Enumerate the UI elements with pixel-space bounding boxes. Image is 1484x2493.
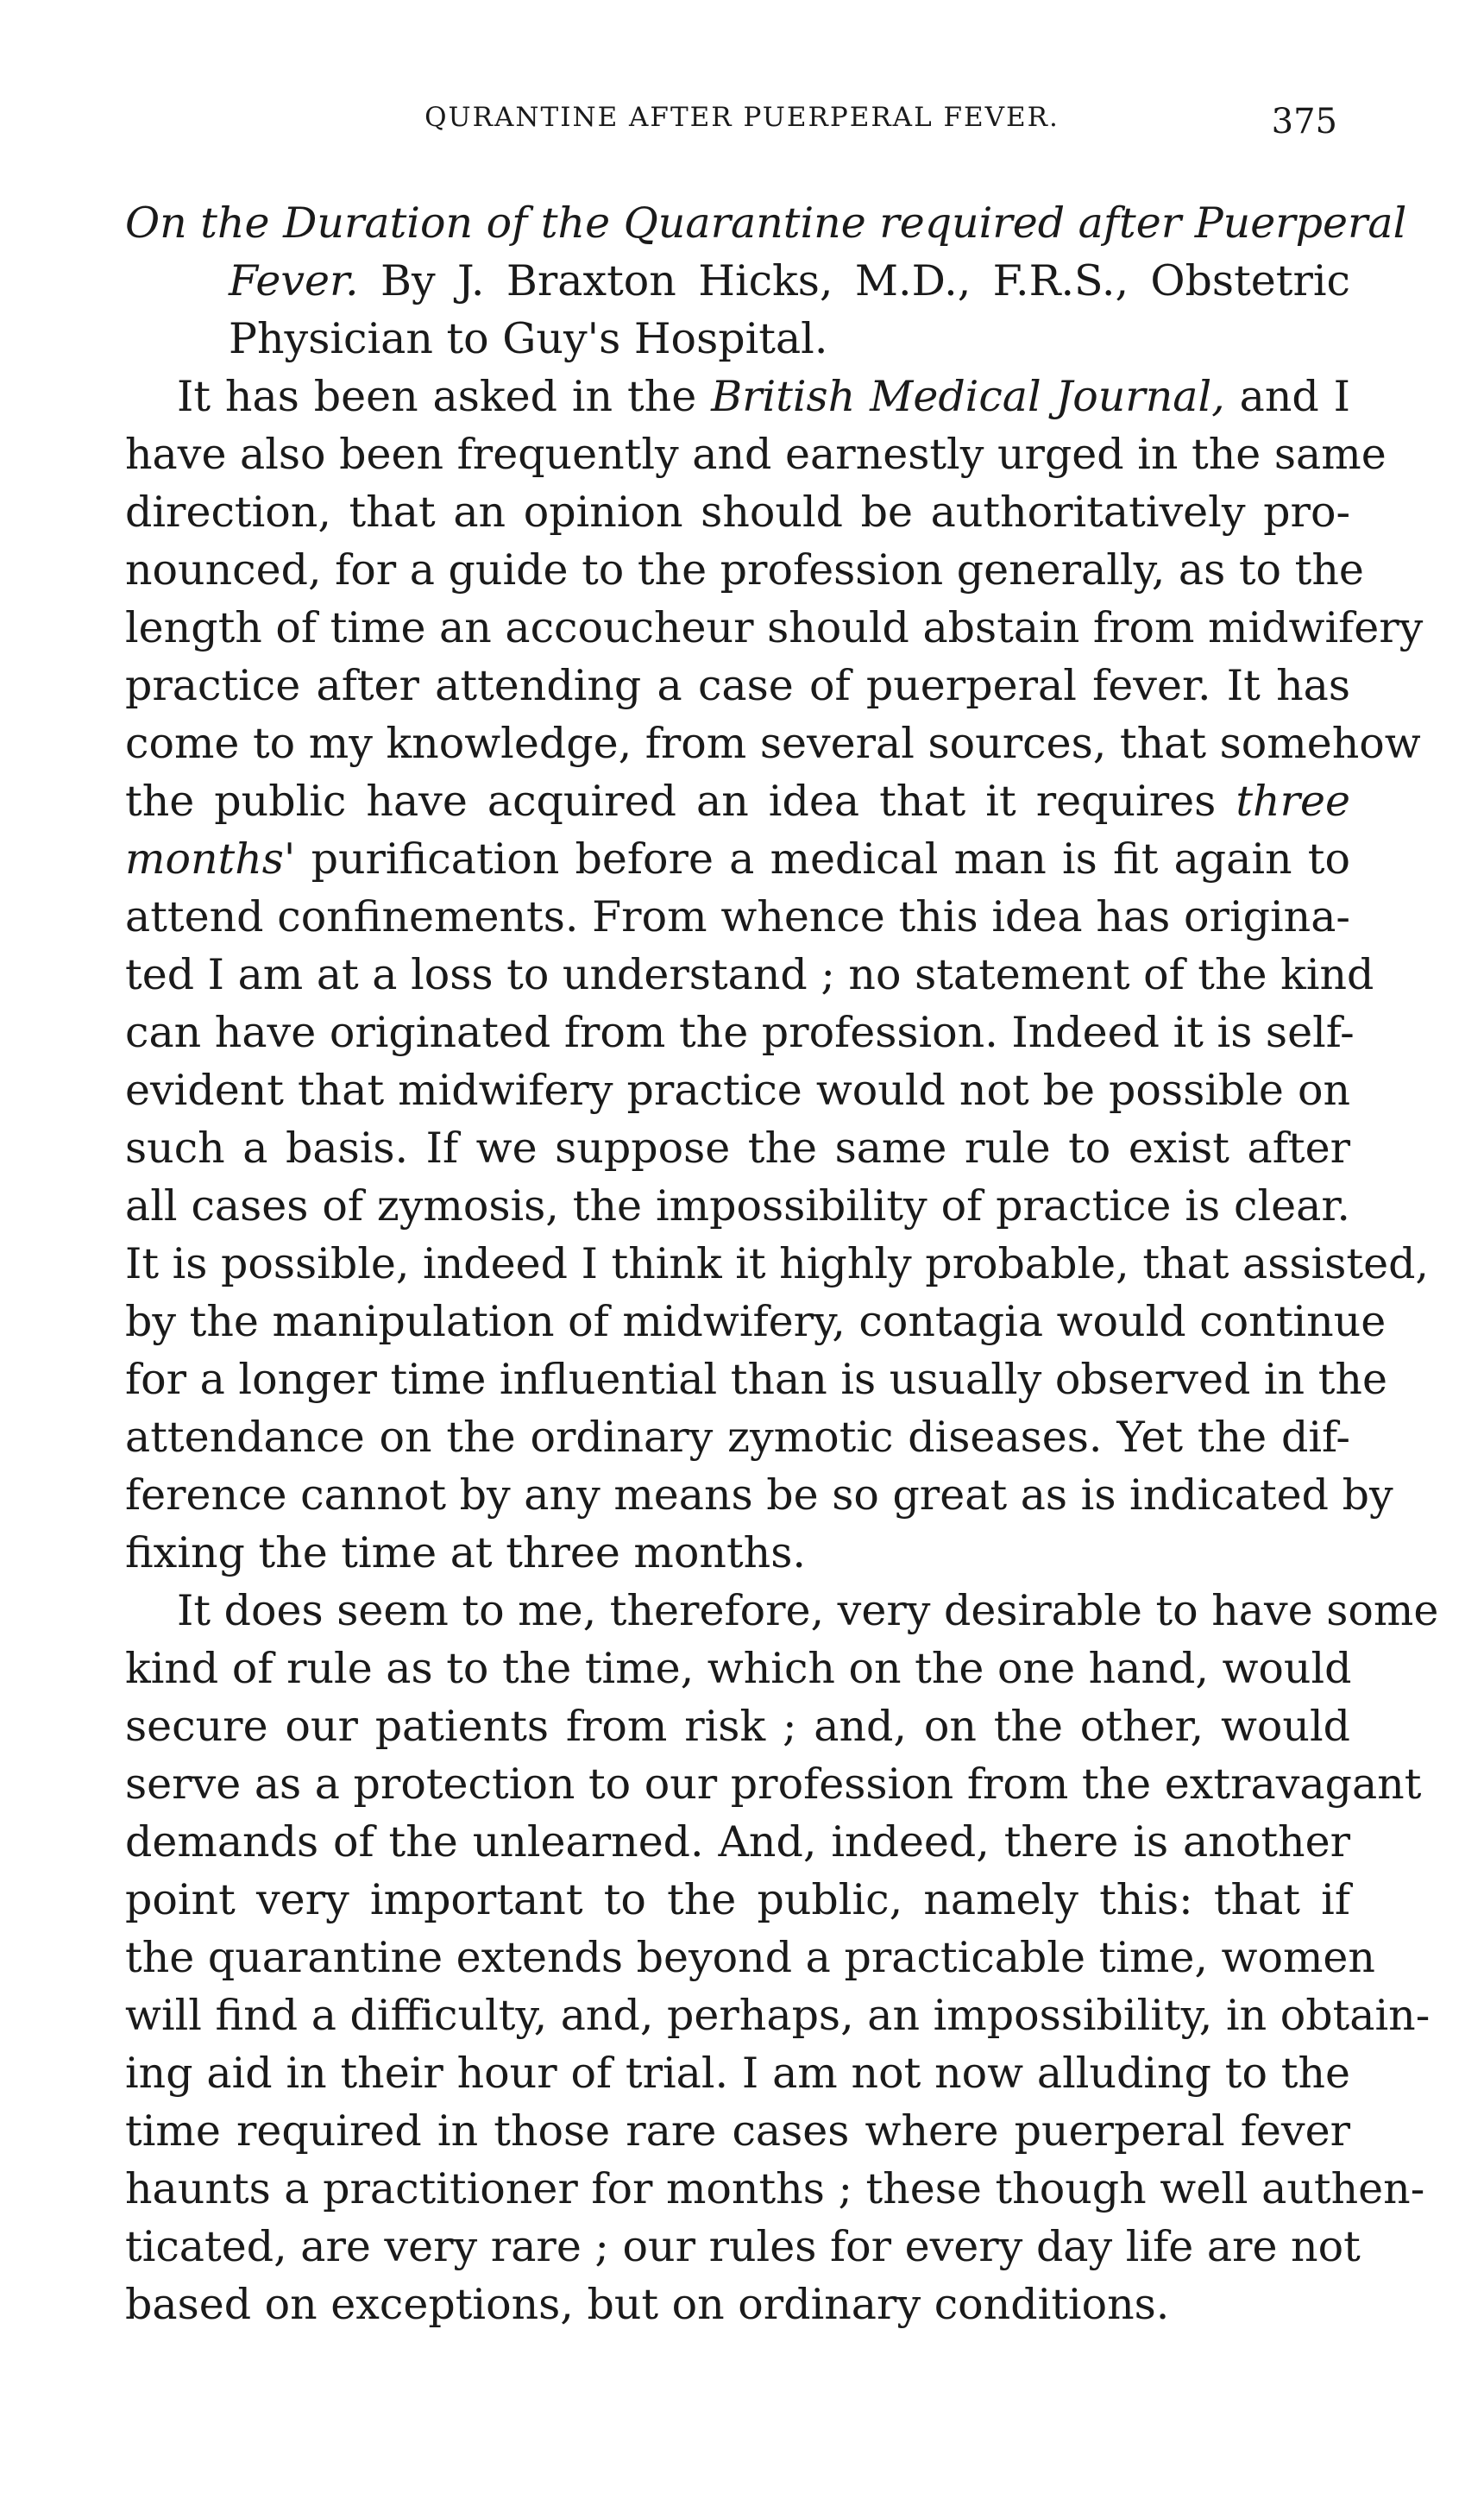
body-line: the public have acquired an idea that it requires three	[125, 777, 1350, 826]
body-line: ference cannot by any means be so great as is indicated by	[125, 1470, 1393, 1520]
body-line: the quarantine extends beyond a practicable time, women	[125, 1933, 1375, 1982]
body-line: ing aid in their hour of trial. I am not now alluding to the	[125, 2049, 1350, 2098]
body-line: ted I am at a loss to understand ; no statement of the kind	[125, 950, 1374, 999]
article-title-line: On the Duration of the Quarantine required after Puerperal	[125, 198, 1407, 248]
body-line: kind of rule as to the time, which on the one hand, would	[125, 1644, 1352, 1693]
body-line: time required in those rare cases where puerperal fever	[125, 2106, 1350, 2156]
running-title: QURANTINE AFTER PUERPERAL FEVER.	[424, 102, 1060, 133]
body-line: It is possible, indeed I think it highly probable, that assisted,	[125, 1239, 1430, 1288]
body-line: serve as a protection to our profession from the extravagant	[125, 1760, 1422, 1809]
article-title-line: Fever. By J. Braxton Hicks, M.D., F.R.S., Obstetric	[229, 256, 1350, 305]
body-line: will find a difficulty, and, perhaps, an impossibility, in obtain-	[125, 1991, 1431, 2040]
body-line: practice after attending a case of puerperal fever. It has	[125, 661, 1350, 710]
body-line: attendance on the ordinary zymotic diseases. Yet the dif-	[125, 1413, 1350, 1462]
body-line: nounced, for a guide to the profession generally, as to the	[125, 545, 1364, 595]
body-line: secure our patients from risk ; and, on the other, would	[125, 1702, 1350, 1751]
body-line: attend confinements. From whence this idea has origina-	[125, 892, 1350, 941]
body-line: It has been asked in the British Medical Journal, and I	[177, 372, 1350, 421]
body-line: demands of the unlearned. And, indeed, there is another	[125, 1817, 1350, 1867]
body-line: based on exceptions, but on ordinary conditions.	[125, 2280, 1170, 2329]
body-line: months' purification before a medical man is fit again to	[125, 834, 1350, 884]
page-number: 375	[1271, 102, 1337, 142]
body-line: all cases of zymosis, the impossibility of practice is clear.	[125, 1181, 1350, 1231]
body-line: for a longer time influential than is usually observed in the	[125, 1355, 1387, 1404]
running-head	[0, 102, 1484, 154]
body-line: have also been frequently and earnestly urged in the same	[125, 430, 1387, 479]
body-line: can have originated from the profession. Indeed it is self-	[125, 1008, 1355, 1057]
body-line: direction, that an opinion should be authoritatively pro-	[125, 488, 1350, 537]
body-line: evident that midwifery practice would not be possible on	[125, 1066, 1350, 1115]
body-line: come to my knowledge, from several sources, that somehow	[125, 719, 1421, 768]
body-line: point very important to the public, namely this: that if	[125, 1875, 1350, 1924]
body-line: by the manipulation of midwifery, contagia would continue	[125, 1297, 1387, 1346]
body-line: ticated, are very rare ; our rules for every day life are not	[125, 2222, 1361, 2271]
article-title-line: Physician to Guy's Hospital.	[229, 314, 828, 363]
body-line: fixing the time at three months.	[125, 1528, 806, 1577]
body-line: It does seem to me, therefore, very desirable to have some	[177, 1586, 1439, 1635]
body-line: length of time an accoucheur should abstain from midwifery	[125, 603, 1424, 652]
body-line: such a basis. If we suppose the same rule to exist after	[125, 1124, 1350, 1173]
article-body	[125, 194, 1439, 2333]
body-line: haunts a practitioner for months ; these though well authen-	[125, 2164, 1425, 2213]
